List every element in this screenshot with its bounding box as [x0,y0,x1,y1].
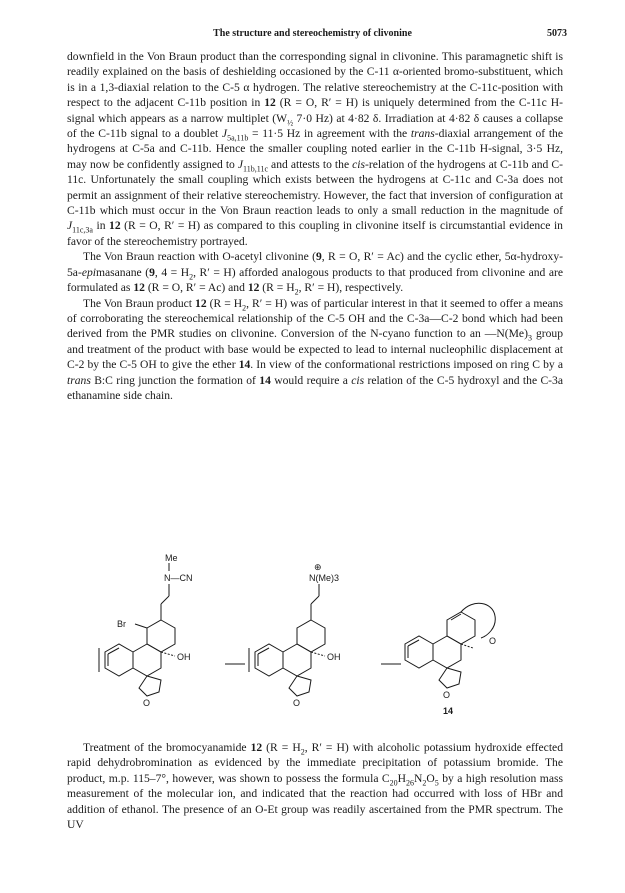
page-number: 5073 [547,28,567,39]
paragraph-von-braun-deshielding: downfield in the Von Braun product than the corresponding signal in clivonine. This paramagnetic shift is readily explained on the basis of deshielding occasioned by the C-11 α-oriented bromo-substituent, which is in a 1,3-diaxial relation to the C-5 α hydrogen. The relative stereochemistry at the C-11c-position with respect to the adjacent C-11b position in 12 (R = O, R′ = H) is uniquely determined from the C-11c H-signal which appears as a narrow multiplet ($W_{\frac{1}{2}}$ 7·0 Hz) at 4·82 δ. Irradiation at 4·82 δ causes a collapse of the C-11b signal to a doublet $J_{5a,11b} = 11\cdot 5$ Hz in agreement with the trans-diaxial arrangement of the hydrogens at C-5a and C-11b. Hence the smaller coupling noted earlier in the C-11b H-signal, 3·5 Hz, may now be confidently assigned to $J_{11b,11c}$ and attests to the cis-relation of the hydrogens at C-11b and C-11c. Unfortunately the small coupling which exists between the hydrogens at C-11c and C-3a does not permit an assignment of their relative stereochemistry. However, the fact that inversion of configuration at C-11b which must occur in the Von Braun reaction leads to only a small reduction in the magnitude of $J_{11c,3a}$ in 12 (R = O, R′ = H) as compared to this coupling in clivonine itself is circumstantial evidence in favor of the stereochemistry portrayed. [67,50,563,248]
s2-oxygen-label: O [293,698,301,708]
paragraph-dehydrobromination: Treatment of the bromocyanamide 12 ($R = H_2$, R′ = H) with alcoholic potassium hydroxide effected rapid dehydrobromination as evidenced by the immediate precipitation of potassium bromide. The product, m.p. 115–7°, however, was shown to possess the formula $C_{20}H_{26}N_2O_5$ by a high resolution mass measurement of the molecular ion, and indicated that the reaction had occurred with loss of HBr and addition of ethanol. The presence of an O-Et group was readily ascertained from the PMR spectrum. The UV [67,741,563,832]
body-text-top [67,49,563,403]
paragraph-ether-formation: The Von Braun product 12 ($R = H_2$, R′ = H) was of particular interest in that it seemed to offer a means of corroborating the stereochemical relationship of the C-5 OH and the C-3a—C-2 bond which had been derived from the PMR studies on clivonine. Conversion of the N-cyano function to an $—N(Me)_3$ group and treatment of the product with base would be expected to lead to internal nucleophilic displacement at C-2 by the C-5 OH to give the ether 14. In view of the conformational restrictions imposed on ring C by a trans B:C ring junction the formation of 14 would require a cis relation of the C-5 hydroxyl and the C-3a ethanamine side chain. [67,296,563,402]
s3-ether-oxygen-label: O [489,636,497,646]
s1-hydroxyl-label: OH [177,652,191,662]
s1-cyanamide-label: N—CN [164,573,193,583]
structure-ether-14 [405,603,495,688]
paragraph-acetyl-clivonine: The Von Braun reaction with O-acetyl clivonine (9, R = O, R′ = Ac) and the cyclic ether, 5α-hydroxy-5a-epimasanane (9, $4 = H_2$, R′ = H) afforded analogous products to that produced from clivonine and are formulated as 12 (R = O, R′ = Ac) and 12 ($R = H_2$, R′ = H), respectively. [67,250,563,297]
s1-methyl-label: Me [165,553,178,563]
s3-oxygen-label: O [443,690,451,700]
scheme-drawing [95,548,525,718]
running-title: The structure and stereochemistry of clivonine [213,28,412,39]
reaction-scheme [95,548,525,718]
compound-number-14: 14 [443,706,454,716]
s2-positive-charge: ⊕ [314,562,322,572]
s2-hydroxyl-label: OH [327,652,341,662]
structure-trimethylammonium [249,584,325,696]
body-text-bottom [67,740,563,832]
s2-trimethylammonium-label: N(Me)3 [309,573,340,583]
s1-bromo-label: Br [117,619,126,629]
s1-oxygen-label: O [143,698,151,708]
